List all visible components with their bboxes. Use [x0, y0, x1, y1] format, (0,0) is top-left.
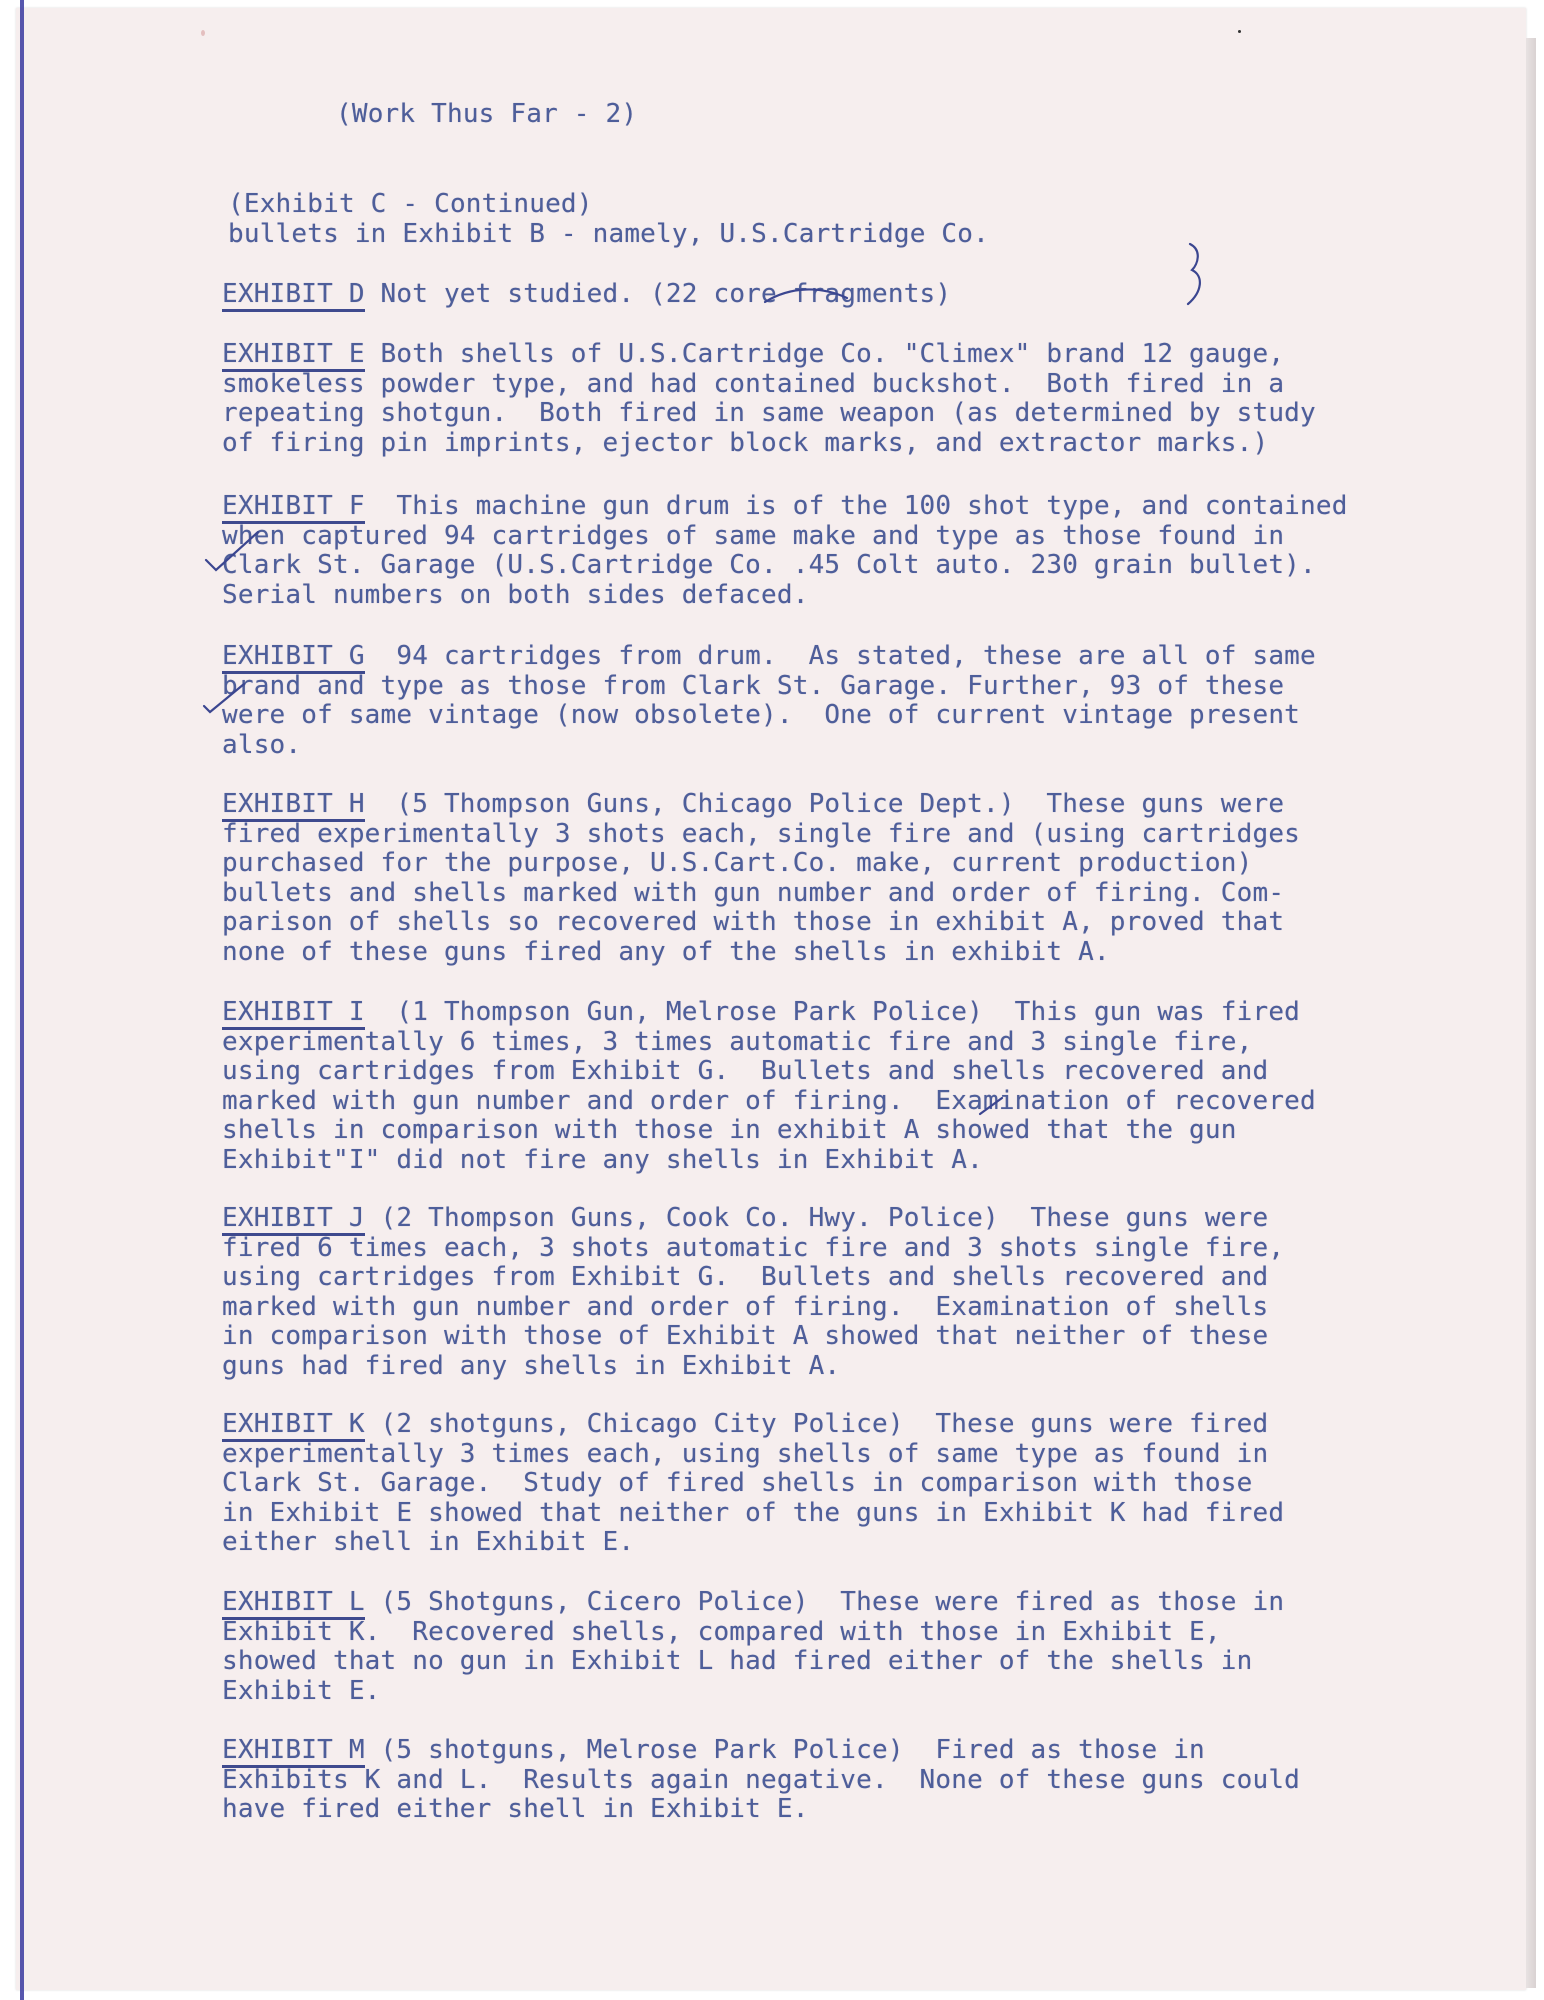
left-margin-line [20, 0, 24, 2000]
exhibit-line: in Exhibit E showed that neither of the guns in Exhibit K had fired [222, 1497, 1285, 1528]
exhibit-line: of firing pin imprints, ejector block marks, and extractor marks.) [222, 427, 1269, 458]
exhibit-text: Both shells of U.S.Cartridge Co. "Climex" brand 12 gauge, [364, 339, 1285, 369]
exhibit-line: bullets and shells marked with gun number and order of firing. Com- [222, 877, 1285, 908]
exhibit-f [222, 492, 1502, 610]
scan-speck [201, 30, 205, 36]
checkmark-icon [200, 676, 248, 716]
continued-label: (Exhibit C - Continued) [228, 189, 593, 219]
exhibit-line: using cartridges from Exhibit G. Bullets and shells recovered and [222, 1262, 1269, 1292]
exhibit-line: either shell in Exhibit E. [222, 1527, 635, 1557]
exhibit-label: EXHIBIT E [222, 339, 365, 372]
exhibit-line: marked with gun number and order of firing. Examination of recovered [222, 1085, 1316, 1116]
exhibit-line [222, 1736, 1502, 1766]
exhibit-text: (5 Thompson Guns, Chicago Police Dept.) These guns were [364, 789, 1285, 819]
exhibit-line: Clark St. Garage (U.S.Cartridge Co. .45 Colt auto. 230 grain bullet). [222, 550, 1316, 580]
exhibit-line: brand and type as those from Clark St. Garage. Further, 93 of these [222, 670, 1285, 701]
exhibit-text: (2 Thompson Guns, Cook Co. Hwy. Police) These guns were [364, 1203, 1269, 1233]
exhibit-text: (2 shotguns, Chicago City Police) These guns were fired [364, 1409, 1269, 1439]
exhibit-text: Not yet studied. (22 core fragments) [364, 279, 952, 309]
continued-text: bullets in Exhibit B - namely, U.S.Cartridge Co. [228, 218, 989, 249]
exhibit-d [222, 280, 1502, 310]
exhibit-line [222, 340, 1502, 370]
brace-mark-icon [1176, 240, 1216, 310]
exhibit-h [222, 790, 1502, 967]
document-page [16, 8, 1526, 1990]
scan-speck [1238, 30, 1241, 33]
exhibit-line: Exhibit"I" did not fire any shells in Exhibit A. [222, 1144, 983, 1175]
exhibit-label: EXHIBIT D [222, 279, 365, 312]
exhibit-line: experimentally 6 times, 3 times automatic fire and 3 single fire, [222, 1026, 1253, 1057]
exhibit-line: fired experimentally 3 shots each, single fire and (using cartridges [222, 818, 1301, 849]
exhibit-text: (5 shotguns, Melrose Park Police) Fired as those in [364, 1735, 1205, 1765]
exhibit-line [222, 790, 1502, 820]
exhibit-j [222, 1204, 1502, 1381]
exhibit-text: (1 Thompson Gun, Melrose Park Police) This gun was fired [364, 997, 1301, 1027]
exhibit-line [222, 642, 1502, 672]
exhibit-line: when captured 94 cartridges of same make and type as those found in [222, 520, 1285, 551]
exhibit-label: EXHIBIT J [222, 1203, 365, 1236]
exhibit-line: Serial numbers on both sides defaced. [222, 579, 809, 610]
exhibit-line [222, 1204, 1502, 1234]
exhibit-line: guns had fired any shells in Exhibit A. [222, 1350, 841, 1381]
exhibit-line: Exhibits K and L. Results again negative. None of these guns could [222, 1764, 1301, 1795]
exhibit-c-continued [228, 190, 1488, 249]
exhibit-label: EXHIBIT H [222, 789, 365, 822]
exhibit-line: Exhibit E. [222, 1675, 381, 1706]
exhibit-line [222, 998, 1502, 1028]
exhibit-k [222, 1410, 1502, 1558]
exhibit-line [222, 280, 1502, 310]
exhibit-line: purchased for the purpose, U.S.Cart.Co. make, current production) [222, 848, 1253, 878]
exhibit-i [222, 998, 1502, 1175]
exhibit-line: using cartridges from Exhibit G. Bullets and shells recovered and [222, 1056, 1269, 1086]
exhibit-line: also. [222, 729, 302, 760]
exhibit-line: were of same vintage (now obsolete). One of current vintage present [222, 700, 1301, 730]
exhibit-line: none of these guns fired any of the shells in exhibit A. [222, 936, 1110, 967]
exhibit-m [222, 1736, 1502, 1825]
exhibit-line: have fired either shell in Exhibit E. [222, 1794, 809, 1824]
exhibit-label: EXHIBIT K [222, 1409, 365, 1442]
exhibit-line: marked with gun number and order of firing. Examination of shells [222, 1291, 1269, 1322]
exhibit-e [222, 340, 1502, 458]
exhibit-l [222, 1588, 1502, 1706]
exhibit-line: smokeless powder type, and had contained buckshot. Both fired in a [222, 368, 1285, 399]
exhibit-line: showed that no gun in Exhibit L had fired either of the shells in [222, 1646, 1253, 1676]
exhibit-line: repeating shotgun. Both fired in same weapon (as determined by study [222, 398, 1316, 428]
exhibit-line [222, 492, 1502, 522]
exhibit-g [222, 642, 1502, 760]
exhibit-line: Exhibit K. Recovered shells, compared with those in Exhibit E, [222, 1616, 1221, 1647]
exhibit-line [222, 1410, 1502, 1440]
exhibit-label: EXHIBIT L [222, 1587, 365, 1620]
exhibit-text: This machine gun drum is of the 100 shot type, and contained [364, 491, 1348, 521]
exhibit-label: EXHIBIT G [222, 641, 365, 674]
exhibit-line: Clark St. Garage. Study of fired shells in comparison with those [222, 1468, 1253, 1498]
exhibit-line: in comparison with those of Exhibit A showed that neither of these [222, 1321, 1269, 1351]
exhibit-line: parison of shells so recovered with those in exhibit A, proved that [222, 907, 1285, 937]
exhibit-line: fired 6 times each, 3 shots automatic fire and 3 shots single fire, [222, 1232, 1285, 1263]
exhibit-label: EXHIBIT M [222, 1735, 365, 1768]
exhibit-text: 94 cartridges from drum. As stated, these are all of same [364, 641, 1316, 671]
exhibit-line [222, 1588, 1502, 1618]
page-edge-shadow [1526, 38, 1536, 1988]
exhibit-line: experimentally 3 times each, using shells of same type as found in [222, 1438, 1269, 1469]
page-heading: (Work Thus Far - 2) [336, 99, 638, 129]
arc-mark-icon [761, 284, 851, 308]
exhibit-label: EXHIBIT I [222, 997, 365, 1030]
exhibit-label: EXHIBIT F [222, 491, 365, 524]
checkmark-icon [202, 526, 262, 574]
pencil-tick-icon [976, 1094, 1006, 1120]
exhibit-line: shells in comparison with those in exhibit A showed that the gun [222, 1115, 1237, 1145]
exhibit-text: (5 Shotguns, Cicero Police) These were fired as those in [364, 1587, 1285, 1617]
